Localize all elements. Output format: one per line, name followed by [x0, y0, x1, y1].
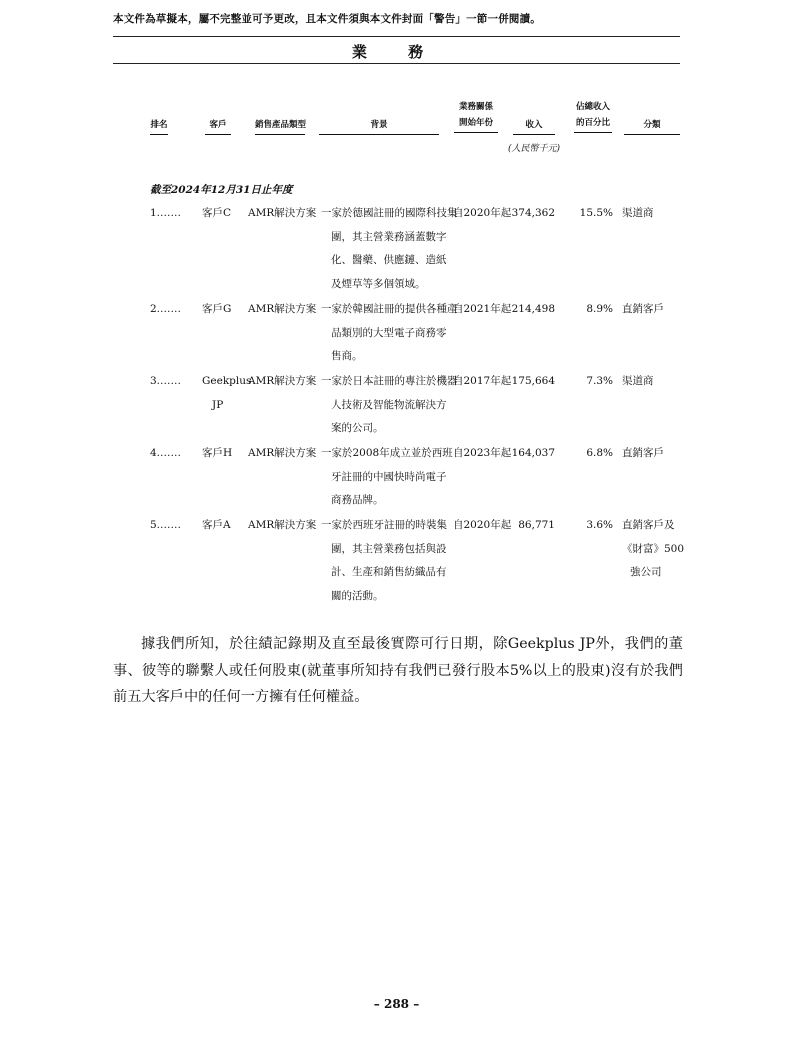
- start-year-cell: 自2017年起: [453, 375, 512, 387]
- customer-cell: Geekplus JP: [202, 375, 252, 411]
- background-cell: 一家於日本註冊的專注於機器 人技術及智能物流解決方 案的公司。: [321, 375, 458, 434]
- start-year-cell: 自2021年起: [453, 303, 512, 315]
- header-share-line1: 佔總收入: [575, 102, 610, 112]
- products-cell: AMR解決方案: [248, 375, 317, 387]
- body-paragraph: 據我們所知，於往績記錄期及直至最後實際可行日期，除Geekplus JP外，我們的董事、彼等的聯繫人或任何股東(就董事所知持有我們已發行股本5%以上的股東)沒有於我們前五大客戶中的任何一方擁有任何權益。: [113, 636, 683, 705]
- background-cell: 一家於韓國註冊的提供各種產 品類別的大型電子商務零 售商。: [321, 303, 458, 362]
- header-rank: 排名: [150, 117, 168, 135]
- products-cell: AMR解決方案: [248, 207, 317, 219]
- rank-cell: 4.……: [150, 447, 182, 459]
- revenue-cell: 164,037: [511, 447, 555, 459]
- period-label: 截至2024年12月31日止年度: [150, 184, 293, 196]
- header-start-year-line2: 開始年份: [458, 118, 493, 128]
- header-products: 銷售產品類型: [255, 117, 305, 135]
- revenue-cell: 374,362: [511, 207, 555, 219]
- header-background: 背景: [319, 117, 439, 135]
- customer-cell: 客戶H: [202, 447, 233, 459]
- category-cell: 直銷客戶及 《財富》500 強公司: [622, 519, 685, 578]
- page-number: – 288 –: [373, 997, 420, 1011]
- header-share-line2: 的百分比: [575, 118, 610, 128]
- rank-cell: 3.……: [150, 375, 182, 387]
- customer-cell: 客戶G: [202, 303, 232, 315]
- header-revenue: 收入: [513, 117, 555, 135]
- start-year-cell: 自2020年起: [453, 519, 512, 531]
- header-customer: 客戶: [205, 117, 231, 135]
- share-cell: 3.6%: [586, 519, 613, 531]
- customer-cell: 客戶A: [202, 519, 231, 531]
- background-cell: 一家於德國註冊的國際科技集 團，其主營業務涵蓋數字 化、醫藥、供應鏈、造紙 及煙草等多個領域。: [321, 207, 458, 290]
- revenue-cell: 86,771: [518, 519, 555, 531]
- start-year-cell: 自2023年起: [453, 447, 512, 459]
- products-cell: AMR解決方案: [248, 519, 317, 531]
- category-cell: 直銷客戶: [622, 447, 664, 459]
- section-title: 業 務: [351, 43, 442, 61]
- revenue-cell: 214,498: [511, 303, 555, 315]
- category-cell: 直銷客戶: [622, 303, 664, 315]
- customer-cell: 客戶C: [202, 207, 232, 219]
- header-start-year-line1: 業務關係: [458, 102, 493, 112]
- category-cell: 渠道商: [622, 375, 654, 387]
- products-cell: AMR解決方案: [248, 303, 317, 315]
- share-cell: 15.5%: [579, 207, 613, 219]
- background-cell: 一家於西班牙註冊的時裝集 團，其主營業務包括與設 計、生產和銷售紡織品有 關的活動。: [321, 519, 447, 602]
- share-cell: 6.8%: [586, 447, 613, 459]
- rank-cell: 2.……: [150, 303, 182, 315]
- rank-cell: 5.……: [150, 519, 182, 531]
- products-cell: AMR解決方案: [248, 447, 317, 459]
- currency-unit: (人民幣千元): [507, 144, 561, 154]
- header-start-year: [454, 99, 498, 133]
- background-cell: 一家於2008年成立並於西班 牙註冊的中國快時尚電子 商務品牌。: [321, 447, 453, 506]
- category-cell: 渠道商: [622, 207, 654, 219]
- rank-cell: 1.……: [150, 207, 182, 219]
- share-cell: 7.3%: [586, 375, 613, 387]
- header-rule-bottom: [113, 63, 680, 64]
- revenue-cell: 175,664: [511, 375, 555, 387]
- header-rule-top: [113, 36, 680, 37]
- start-year-cell: 自2020年起: [453, 207, 512, 219]
- header-share: [574, 99, 612, 133]
- header-category: 分類: [624, 117, 680, 135]
- share-cell: 8.9%: [586, 303, 613, 315]
- draft-disclaimer: 本文件為草擬本，屬不完整並可予更改，且本文件須與本文件封面「警告」一節一併閱讀。: [113, 13, 541, 25]
